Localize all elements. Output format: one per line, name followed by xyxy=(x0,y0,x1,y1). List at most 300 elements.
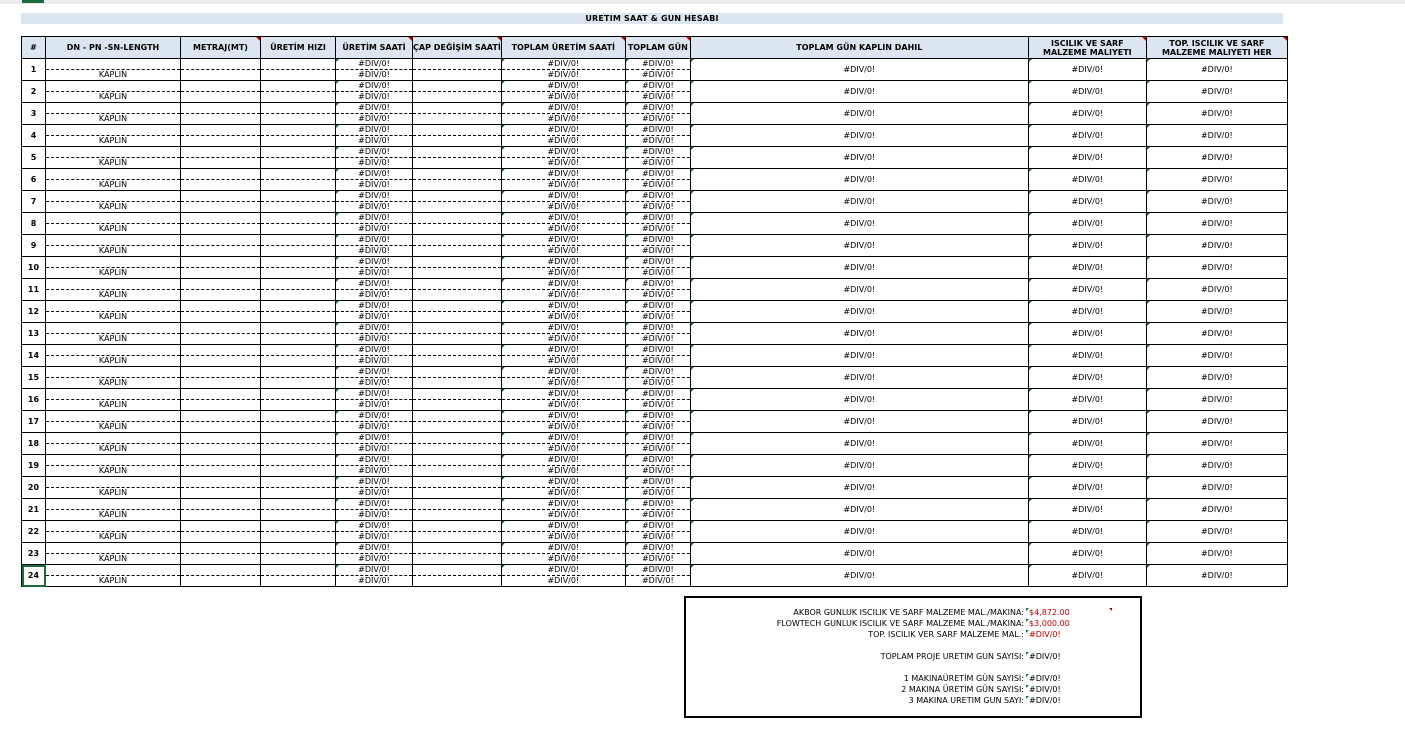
table-row xyxy=(22,543,1288,565)
cell-dn-pn-sn-length[interactable] xyxy=(46,213,181,235)
cell-cap-degisim-saati[interactable] xyxy=(413,191,502,213)
cell-toplam-gun-kaplin-dahil[interactable]: #DIV/0! xyxy=(690,367,1028,389)
cell-toplam-uretim-saati[interactable]: #DIV/0! #DIV/0! xyxy=(501,301,625,323)
cell-uretim-saati[interactable]: #DIV/0! #DIV/0! xyxy=(336,213,413,235)
cell-iscilik-maliyeti[interactable]: #DIV/0! xyxy=(1028,81,1146,103)
cell-top-iscilik-maliyeti[interactable]: #DIV/0! xyxy=(1146,367,1287,389)
cell-toplam-gun-kaplin-dahil[interactable]: #DIV/0! xyxy=(690,323,1028,345)
cell-toplam-uretim-saati[interactable]: #DIV/0! #DIV/0! xyxy=(501,103,625,125)
cell-uretim-saati[interactable]: #DIV/0! #DIV/0! xyxy=(336,521,413,543)
cell-iscilik-maliyeti[interactable]: #DIV/0! xyxy=(1028,521,1146,543)
table-row xyxy=(22,103,1288,125)
cell-toplam-gun-kaplin-dahil[interactable]: #DIV/0! xyxy=(690,521,1028,543)
cell-toplam-gun-kaplin-dahil[interactable]: #DIV/0! xyxy=(690,235,1028,257)
cell-cap-degisim-saati[interactable] xyxy=(413,433,502,455)
comment-indicator xyxy=(497,37,501,41)
cell-cap-degisim-saati[interactable] xyxy=(413,103,502,125)
cell-iscilik-maliyeti[interactable]: #DIV/0! xyxy=(1028,499,1146,521)
cell-toplam-gun[interactable]: #DIV/0! #DIV/0! xyxy=(625,455,690,477)
cell-toplam-uretim-saati[interactable]: #DIV/0! #DIV/0! xyxy=(501,411,625,433)
cell-dn-pn-sn-length[interactable] xyxy=(46,279,181,301)
cell-dn-pn-sn-length[interactable] xyxy=(46,411,181,433)
cell-toplam-gun[interactable]: #DIV/0! #DIV/0! xyxy=(625,411,690,433)
cell-dn-pn-sn-length[interactable] xyxy=(46,455,181,477)
cell-toplam-gun-kaplin-dahil[interactable]: #DIV/0! xyxy=(690,81,1028,103)
row-index[interactable]: 18 xyxy=(22,433,46,455)
cell-toplam-uretim-saati[interactable]: #DIV/0! #DIV/0! xyxy=(501,367,625,389)
cell-iscilik-maliyeti[interactable]: #DIV/0! xyxy=(1028,235,1146,257)
cell-dn-pn-sn-length[interactable] xyxy=(46,125,181,147)
cell-top-iscilik-maliyeti[interactable]: #DIV/0! xyxy=(1146,59,1287,81)
cell-toplam-uretim-saati[interactable]: #DIV/0! #DIV/0! xyxy=(501,279,625,301)
cell-toplam-uretim-saati[interactable]: #DIV/0! #DIV/0! xyxy=(501,147,625,169)
cell-toplam-gun[interactable]: #DIV/0! #DIV/0! xyxy=(625,191,690,213)
cell-dn-pn-sn-length[interactable] xyxy=(46,323,181,345)
cell-toplam-gun[interactable]: #DIV/0! #DIV/0! xyxy=(625,367,690,389)
cell-metraj[interactable] xyxy=(181,103,261,125)
row-index[interactable]: 5 xyxy=(22,147,46,169)
row-index[interactable]: 4 xyxy=(22,125,46,147)
cell-iscilik-maliyeti[interactable]: #DIV/0! xyxy=(1028,345,1146,367)
cell-toplam-gun[interactable]: #DIV/0! #DIV/0! xyxy=(625,59,690,81)
cell-top-iscilik-maliyeti[interactable]: #DIV/0! xyxy=(1146,543,1287,565)
cell-toplam-gun-kaplin-dahil[interactable]: #DIV/0! xyxy=(690,279,1028,301)
header-dn-pn-sn-length[interactable]: DN - PN -SN-LENGTH xyxy=(46,37,181,59)
cell-cap-degisim-saati[interactable] xyxy=(413,169,502,191)
cell-toplam-gun[interactable]: #DIV/0! #DIV/0! xyxy=(625,257,690,279)
cell-dn-pn-sn-length[interactable] xyxy=(46,543,181,565)
cell-toplam-gun[interactable]: #DIV/0! #DIV/0! xyxy=(625,279,690,301)
cell-top-iscilik-maliyeti[interactable]: #DIV/0! xyxy=(1146,345,1287,367)
cell-dn-pn-sn-length[interactable] xyxy=(46,477,181,499)
cell-metraj[interactable] xyxy=(181,125,261,147)
header-toplam-gun[interactable]: TOPLAM GÜN xyxy=(625,37,690,59)
row-index[interactable]: 19 xyxy=(22,455,46,477)
comment-indicator xyxy=(1283,37,1287,41)
summary-label: 1 MAKINAÜRETİM GÜN SAYISI: xyxy=(903,674,1024,683)
row-index[interactable]: 20 xyxy=(22,477,46,499)
cell-toplam-gun-kaplin-dahil[interactable]: #DIV/0! xyxy=(690,345,1028,367)
cell-metraj[interactable] xyxy=(181,279,261,301)
cell-toplam-uretim-saati[interactable]: #DIV/0! #DIV/0! xyxy=(501,257,625,279)
cell-iscilik-maliyeti[interactable]: #DIV/0! xyxy=(1028,191,1146,213)
cell-cap-degisim-saati[interactable] xyxy=(413,59,502,81)
cell-iscilik-maliyeti[interactable]: #DIV/0! xyxy=(1028,59,1146,81)
row-index[interactable]: 6 xyxy=(22,169,46,191)
cell-cap-degisim-saati[interactable] xyxy=(413,389,502,411)
header-metraj[interactable]: METRAJ(MT) xyxy=(181,37,261,59)
cell-dn-pn-sn-length[interactable] xyxy=(46,433,181,455)
cell-uretim-hizi[interactable] xyxy=(261,521,336,543)
cell-uretim-hizi[interactable] xyxy=(261,565,336,587)
cell-toplam-gun[interactable]: #DIV/0! #DIV/0! xyxy=(625,565,690,587)
cell-toplam-gun-kaplin-dahil[interactable]: #DIV/0! xyxy=(690,389,1028,411)
cell-toplam-uretim-saati[interactable]: #DIV/0! #DIV/0! xyxy=(501,499,625,521)
cell-cap-degisim-saati[interactable] xyxy=(413,235,502,257)
summary-value[interactable]: #DIV/0! xyxy=(1029,630,1061,639)
cell-metraj[interactable] xyxy=(181,301,261,323)
row-index[interactable]: 23 xyxy=(22,543,46,565)
cell-toplam-gun[interactable]: #DIV/0! #DIV/0! xyxy=(625,235,690,257)
cell-top-iscilik-maliyeti[interactable]: #DIV/0! xyxy=(1146,389,1287,411)
cell-dn-pn-sn-length[interactable] xyxy=(46,301,181,323)
header-uretim-hizi[interactable]: ÜRETİM HIZI xyxy=(261,37,336,59)
cell-cap-degisim-saati[interactable] xyxy=(413,521,502,543)
cell-toplam-uretim-saati[interactable]: #DIV/0! #DIV/0! xyxy=(501,125,625,147)
cell-toplam-gun[interactable]: #DIV/0! #DIV/0! xyxy=(625,433,690,455)
cell-top-iscilik-maliyeti[interactable]: #DIV/0! xyxy=(1146,279,1287,301)
cell-top-iscilik-maliyeti[interactable]: #DIV/0! xyxy=(1146,191,1287,213)
cell-toplam-gun-kaplin-dahil[interactable]: #DIV/0! xyxy=(690,147,1028,169)
cell-iscilik-maliyeti[interactable]: #DIV/0! xyxy=(1028,323,1146,345)
cell-iscilik-maliyeti[interactable]: #DIV/0! xyxy=(1028,411,1146,433)
kaplin-label: KAPLIN xyxy=(98,202,128,211)
cell-dn-pn-sn-length[interactable] xyxy=(46,169,181,191)
cell-top-iscilik-maliyeti[interactable]: #DIV/0! xyxy=(1146,301,1287,323)
cell-uretim-hizi[interactable] xyxy=(261,433,336,455)
cell-metraj[interactable] xyxy=(181,521,261,543)
cell-top-iscilik-maliyeti[interactable]: #DIV/0! xyxy=(1146,477,1287,499)
cell-cap-degisim-saati[interactable] xyxy=(413,323,502,345)
cell-iscilik-maliyeti[interactable]: #DIV/0! xyxy=(1028,169,1146,191)
cell-toplam-gun[interactable]: #DIV/0! #DIV/0! xyxy=(625,213,690,235)
cell-toplam-gun-kaplin-dahil[interactable]: #DIV/0! xyxy=(690,103,1028,125)
cell-dn-pn-sn-length[interactable] xyxy=(46,521,181,543)
cell-dn-pn-sn-length[interactable] xyxy=(46,257,181,279)
row-index[interactable]: 13 xyxy=(22,323,46,345)
cell-toplam-gun-kaplin-dahil[interactable]: #DIV/0! xyxy=(690,301,1028,323)
cell-top-iscilik-maliyeti[interactable]: #DIV/0! xyxy=(1146,499,1287,521)
cell-cap-degisim-saati[interactable] xyxy=(413,543,502,565)
summary-value[interactable]: #DIV/0! xyxy=(1029,696,1061,705)
row-index[interactable]: 24 xyxy=(22,565,46,587)
row-index[interactable]: 15 xyxy=(22,367,46,389)
summary-label: TOP. ISCILIK VER SARF MALZEME MAL.: xyxy=(868,630,1024,639)
cell-metraj[interactable] xyxy=(181,499,261,521)
cell-dn-pn-sn-length[interactable] xyxy=(46,191,181,213)
cell-toplam-gun-kaplin-dahil[interactable]: #DIV/0! xyxy=(690,477,1028,499)
header-uretim-saati[interactable]: ÜRETİM SAATİ xyxy=(336,37,413,59)
summary-value[interactable]: $3,000.00 xyxy=(1029,619,1070,628)
cell-iscilik-maliyeti[interactable]: #DIV/0! xyxy=(1028,213,1146,235)
cell-toplam-uretim-saati[interactable]: #DIV/0! #DIV/0! xyxy=(501,235,625,257)
cell-uretim-hizi[interactable] xyxy=(261,455,336,477)
summary-label: AKBOR GUNLUK ISCILIK VE SARF MALZEME MAL./MAKINA: xyxy=(793,608,1024,617)
cell-uretim-hizi[interactable] xyxy=(261,125,336,147)
cell-iscilik-maliyeti[interactable]: #DIV/0! xyxy=(1028,367,1146,389)
cell-dn-pn-sn-length[interactable] xyxy=(46,389,181,411)
table-row xyxy=(22,301,1288,323)
cell-uretim-saati[interactable]: #DIV/0! #DIV/0! xyxy=(336,59,413,81)
cell-metraj[interactable] xyxy=(181,257,261,279)
row-index[interactable]: 9 xyxy=(22,235,46,257)
table-row xyxy=(22,389,1288,411)
cell-uretim-saati[interactable]: #DIV/0! #DIV/0! xyxy=(336,301,413,323)
row-index[interactable]: 1 xyxy=(22,59,46,81)
cell-cap-degisim-saati[interactable] xyxy=(413,499,502,521)
kaplin-label: KAPLIN xyxy=(98,422,128,431)
cell-uretim-hizi[interactable] xyxy=(261,477,336,499)
cell-iscilik-maliyeti[interactable]: #DIV/0! xyxy=(1028,103,1146,125)
header-toplam-gun-kaplin-dahil[interactable]: TOPLAM GÜN KAPLIN DAHIL xyxy=(690,37,1028,59)
cell-toplam-gun[interactable]: #DIV/0! #DIV/0! xyxy=(625,169,690,191)
cell-toplam-gun[interactable]: #DIV/0! #DIV/0! xyxy=(625,323,690,345)
cell-cap-degisim-saati[interactable] xyxy=(413,455,502,477)
cell-cap-degisim-saati[interactable] xyxy=(413,147,502,169)
row-index[interactable]: 8 xyxy=(22,213,46,235)
table-header-row xyxy=(22,37,1288,59)
cell-toplam-gun-kaplin-dahil[interactable]: #DIV/0! xyxy=(690,191,1028,213)
cell-top-iscilik-maliyeti[interactable]: #DIV/0! xyxy=(1146,213,1287,235)
cell-toplam-uretim-saati[interactable]: #DIV/0! #DIV/0! xyxy=(501,81,625,103)
cell-uretim-hizi[interactable] xyxy=(261,191,336,213)
cell-top-iscilik-maliyeti[interactable]: #DIV/0! xyxy=(1146,433,1287,455)
cell-iscilik-maliyeti[interactable]: #DIV/0! xyxy=(1028,389,1146,411)
cell-dn-pn-sn-length[interactable] xyxy=(46,499,181,521)
cell-uretim-hizi[interactable] xyxy=(261,499,336,521)
cell-toplam-gun[interactable]: #DIV/0! #DIV/0! xyxy=(625,477,690,499)
cell-cap-degisim-saati[interactable] xyxy=(413,411,502,433)
row-index[interactable]: 12 xyxy=(22,301,46,323)
cell-top-iscilik-maliyeti[interactable]: #DIV/0! xyxy=(1146,257,1287,279)
cell-uretim-hizi[interactable] xyxy=(261,543,336,565)
cell-metraj[interactable] xyxy=(181,367,261,389)
kaplin-label: KAPLIN xyxy=(98,532,128,541)
cell-cap-degisim-saati[interactable] xyxy=(413,81,502,103)
header-iscilik-maliyeti[interactable]: ISCILIK VE SARF MALZEME MALIYETI xyxy=(1028,37,1146,59)
row-index[interactable]: 10 xyxy=(22,257,46,279)
cell-metraj[interactable] xyxy=(181,543,261,565)
cell-metraj[interactable] xyxy=(181,433,261,455)
cell-cap-degisim-saati[interactable] xyxy=(413,279,502,301)
cell-cap-degisim-saati[interactable] xyxy=(413,367,502,389)
cell-uretim-saati[interactable]: #DIV/0! #DIV/0! xyxy=(336,235,413,257)
row-index[interactable]: 16 xyxy=(22,389,46,411)
cell-uretim-hizi[interactable] xyxy=(261,367,336,389)
cell-dn-pn-sn-length[interactable] xyxy=(46,59,181,81)
cell-toplam-uretim-saati[interactable]: #DIV/0! #DIV/0! xyxy=(501,565,625,587)
row-index[interactable]: 11 xyxy=(22,279,46,301)
cell-toplam-gun[interactable]: #DIV/0! #DIV/0! xyxy=(625,389,690,411)
cell-uretim-hizi[interactable] xyxy=(261,323,336,345)
cell-toplam-gun-kaplin-dahil[interactable]: #DIV/0! xyxy=(690,59,1028,81)
cell-toplam-uretim-saati[interactable]: #DIV/0! #DIV/0! xyxy=(501,213,625,235)
cell-cap-degisim-saati[interactable] xyxy=(413,257,502,279)
cell-toplam-gun-kaplin-dahil[interactable]: #DIV/0! xyxy=(690,169,1028,191)
cell-uretim-saati[interactable]: #DIV/0! #DIV/0! xyxy=(336,367,413,389)
cell-iscilik-maliyeti[interactable]: #DIV/0! xyxy=(1028,543,1146,565)
cell-uretim-saati[interactable]: #DIV/0! #DIV/0! xyxy=(336,257,413,279)
cell-top-iscilik-maliyeti[interactable]: #DIV/0! xyxy=(1146,103,1287,125)
cell-uretim-hizi[interactable] xyxy=(261,81,336,103)
cell-cap-degisim-saati[interactable] xyxy=(413,477,502,499)
cell-toplam-uretim-saati[interactable]: #DIV/0! #DIV/0! xyxy=(501,389,625,411)
cell-top-iscilik-maliyeti[interactable]: #DIV/0! xyxy=(1146,521,1287,543)
cell-toplam-gun[interactable]: #DIV/0! #DIV/0! xyxy=(625,103,690,125)
cell-metraj[interactable] xyxy=(181,411,261,433)
row-index[interactable]: 2 xyxy=(22,81,46,103)
cell-toplam-uretim-saati[interactable]: #DIV/0! #DIV/0! xyxy=(501,191,625,213)
cell-iscilik-maliyeti[interactable]: #DIV/0! xyxy=(1028,279,1146,301)
cell-metraj[interactable] xyxy=(181,81,261,103)
cell-metraj[interactable] xyxy=(181,345,261,367)
cell-dn-pn-sn-length[interactable] xyxy=(46,147,181,169)
cell-iscilik-maliyeti[interactable]: #DIV/0! xyxy=(1028,477,1146,499)
cell-top-iscilik-maliyeti[interactable]: #DIV/0! xyxy=(1146,455,1287,477)
cell-top-iscilik-maliyeti[interactable]: #DIV/0! xyxy=(1146,235,1287,257)
cell-toplam-uretim-saati[interactable]: #DIV/0! #DIV/0! xyxy=(501,543,625,565)
cell-toplam-gun[interactable]: #DIV/0! #DIV/0! xyxy=(625,345,690,367)
cell-toplam-gun-kaplin-dahil[interactable]: #DIV/0! xyxy=(690,499,1028,521)
cell-metraj[interactable] xyxy=(181,59,261,81)
cell-top-iscilik-maliyeti[interactable]: #DIV/0! xyxy=(1146,125,1287,147)
header-cap-degisim-saati[interactable]: ÇAP DEĞİŞİM SAATİ xyxy=(413,37,502,59)
cell-dn-pn-sn-length[interactable] xyxy=(46,367,181,389)
cell-uretim-hizi[interactable] xyxy=(261,235,336,257)
cell-uretim-saati[interactable]: #DIV/0! #DIV/0! xyxy=(336,147,413,169)
cell-metraj[interactable] xyxy=(181,191,261,213)
cell-uretim-hizi[interactable] xyxy=(261,59,336,81)
row-index[interactable]: 7 xyxy=(22,191,46,213)
cell-toplam-gun[interactable]: #DIV/0! #DIV/0! xyxy=(625,147,690,169)
cell-toplam-uretim-saati[interactable]: #DIV/0! #DIV/0! xyxy=(501,521,625,543)
cell-dn-pn-sn-length[interactable] xyxy=(46,103,181,125)
table-row xyxy=(22,213,1288,235)
cell-metraj[interactable] xyxy=(181,455,261,477)
summary-value[interactable]: #DIV/0! xyxy=(1029,674,1061,683)
cell-dn-pn-sn-length[interactable] xyxy=(46,345,181,367)
cell-toplam-gun[interactable]: #DIV/0! #DIV/0! xyxy=(625,543,690,565)
cell-uretim-saati[interactable]: #DIV/0! #DIV/0! xyxy=(336,125,413,147)
cell-metraj[interactable] xyxy=(181,323,261,345)
cell-toplam-gun-kaplin-dahil[interactable]: #DIV/0! xyxy=(690,257,1028,279)
cell-toplam-gun[interactable]: #DIV/0! #DIV/0! xyxy=(625,125,690,147)
cell-toplam-gun-kaplin-dahil[interactable]: #DIV/0! xyxy=(690,433,1028,455)
cell-toplam-uretim-saati[interactable]: #DIV/0! #DIV/0! xyxy=(501,169,625,191)
cell-iscilik-maliyeti[interactable]: #DIV/0! xyxy=(1028,125,1146,147)
row-index[interactable]: 21 xyxy=(22,499,46,521)
row-index[interactable]: 22 xyxy=(22,521,46,543)
cell-uretim-saati[interactable]: #DIV/0! #DIV/0! xyxy=(336,345,413,367)
cell-top-iscilik-maliyeti[interactable]: #DIV/0! xyxy=(1146,565,1287,587)
cell-uretim-saati[interactable]: #DIV/0! #DIV/0! xyxy=(336,411,413,433)
summary-label: TOPLAM PROJE URETIM GUN SAYISI: xyxy=(880,652,1024,661)
row-index[interactable]: 14 xyxy=(22,345,46,367)
cell-iscilik-maliyeti[interactable]: #DIV/0! xyxy=(1028,433,1146,455)
cell-uretim-hizi[interactable] xyxy=(261,147,336,169)
cell-uretim-saati[interactable]: #DIV/0! #DIV/0! xyxy=(336,103,413,125)
cell-dn-pn-sn-length[interactable] xyxy=(46,235,181,257)
cell-top-iscilik-maliyeti[interactable]: #DIV/0! xyxy=(1146,81,1287,103)
cell-iscilik-maliyeti[interactable]: #DIV/0! xyxy=(1028,301,1146,323)
cell-uretim-hizi[interactable] xyxy=(261,279,336,301)
cell-toplam-gun[interactable]: #DIV/0! #DIV/0! xyxy=(625,301,690,323)
header-index[interactable]: # xyxy=(22,37,46,59)
cell-cap-degisim-saati[interactable] xyxy=(413,345,502,367)
header-top-iscilik-maliyeti[interactable]: TOP. ISCILIK VE SARF MALZEME MALIYETI HER xyxy=(1146,37,1287,59)
cell-uretim-hizi[interactable] xyxy=(261,389,336,411)
cell-uretim-hizi[interactable] xyxy=(261,169,336,191)
cell-top-iscilik-maliyeti[interactable]: #DIV/0! xyxy=(1146,323,1287,345)
cell-top-iscilik-maliyeti[interactable]: #DIV/0! xyxy=(1146,147,1287,169)
cell-uretim-saati[interactable]: #DIV/0! #DIV/0! xyxy=(336,279,413,301)
cell-toplam-uretim-saati[interactable]: #DIV/0! #DIV/0! xyxy=(501,455,625,477)
cell-toplam-gun[interactable]: #DIV/0! #DIV/0! xyxy=(625,81,690,103)
cell-iscilik-maliyeti[interactable]: #DIV/0! xyxy=(1028,565,1146,587)
summary-value[interactable]: #DIV/0! xyxy=(1029,685,1061,694)
cell-uretim-saati[interactable]: #DIV/0! #DIV/0! xyxy=(336,191,413,213)
cell-cap-degisim-saati[interactable] xyxy=(413,565,502,587)
row-index[interactable]: 17 xyxy=(22,411,46,433)
cell-toplam-gun-kaplin-dahil[interactable]: #DIV/0! xyxy=(690,125,1028,147)
cell-uretim-saati[interactable]: #DIV/0! #DIV/0! xyxy=(336,499,413,521)
summary-value[interactable]: $4,872.00 xyxy=(1029,608,1070,617)
kaplin-label: KAPLIN xyxy=(98,224,128,233)
cell-toplam-uretim-saati[interactable]: #DIV/0! #DIV/0! xyxy=(501,323,625,345)
cell-uretim-hizi[interactable] xyxy=(261,411,336,433)
cell-uretim-hizi[interactable] xyxy=(261,257,336,279)
cell-metraj[interactable] xyxy=(181,235,261,257)
cell-metraj[interactable] xyxy=(181,169,261,191)
cell-iscilik-maliyeti[interactable]: #DIV/0! xyxy=(1028,147,1146,169)
table-row xyxy=(22,257,1288,279)
cell-iscilik-maliyeti[interactable]: #DIV/0! xyxy=(1028,455,1146,477)
cell-uretim-hizi[interactable] xyxy=(261,213,336,235)
cell-toplam-gun-kaplin-dahil[interactable]: #DIV/0! xyxy=(690,213,1028,235)
header-toplam-uretim-saati[interactable]: TOPLAM ÜRETİM SAATİ xyxy=(501,37,625,59)
cell-toplam-uretim-saati[interactable]: #DIV/0! #DIV/0! xyxy=(501,345,625,367)
cell-top-iscilik-maliyeti[interactable]: #DIV/0! xyxy=(1146,169,1287,191)
cell-toplam-gun[interactable]: #DIV/0! #DIV/0! xyxy=(625,521,690,543)
cell-top-iscilik-maliyeti[interactable]: #DIV/0! xyxy=(1146,411,1287,433)
cell-uretim-saati[interactable]: #DIV/0! #DIV/0! xyxy=(336,169,413,191)
row-index[interactable]: 3 xyxy=(22,103,46,125)
cell-cap-degisim-saati[interactable] xyxy=(413,213,502,235)
cell-toplam-gun-kaplin-dahil[interactable]: #DIV/0! xyxy=(690,411,1028,433)
cell-toplam-uretim-saati[interactable]: #DIV/0! #DIV/0! xyxy=(501,59,625,81)
cell-uretim-saati[interactable]: #DIV/0! #DIV/0! xyxy=(336,323,413,345)
cell-metraj[interactable] xyxy=(181,213,261,235)
cell-uretim-saati[interactable]: #DIV/0! #DIV/0! xyxy=(336,433,413,455)
cell-uretim-saati[interactable]: #DIV/0! #DIV/0! xyxy=(336,389,413,411)
cell-uretim-saati[interactable]: #DIV/0! #DIV/0! xyxy=(336,565,413,587)
production-table xyxy=(21,36,1288,587)
cell-uretim-saati[interactable]: #DIV/0! #DIV/0! xyxy=(336,81,413,103)
cell-dn-pn-sn-length[interactable] xyxy=(46,81,181,103)
cell-uretim-saati[interactable]: #DIV/0! #DIV/0! xyxy=(336,455,413,477)
cell-uretim-hizi[interactable] xyxy=(261,345,336,367)
cell-toplam-gun-kaplin-dahil[interactable]: #DIV/0! xyxy=(690,455,1028,477)
cell-metraj[interactable] xyxy=(181,565,261,587)
cell-toplam-gun-kaplin-dahil[interactable]: #DIV/0! xyxy=(690,565,1028,587)
cell-cap-degisim-saati[interactable] xyxy=(413,301,502,323)
cell-toplam-uretim-saati[interactable]: #DIV/0! #DIV/0! xyxy=(501,433,625,455)
cell-toplam-uretim-saati[interactable]: #DIV/0! #DIV/0! xyxy=(501,477,625,499)
summary-value[interactable]: #DIV/0! xyxy=(1029,652,1061,661)
cell-toplam-gun-kaplin-dahil[interactable]: #DIV/0! xyxy=(690,543,1028,565)
cell-dn-pn-sn-length[interactable] xyxy=(46,565,181,587)
cell-uretim-hizi[interactable] xyxy=(261,103,336,125)
cell-metraj[interactable] xyxy=(181,389,261,411)
cell-uretim-saati[interactable]: #DIV/0! #DIV/0! xyxy=(336,477,413,499)
cell-uretim-saati[interactable]: #DIV/0! #DIV/0! xyxy=(336,543,413,565)
cell-toplam-gun[interactable]: #DIV/0! #DIV/0! xyxy=(625,499,690,521)
cell-iscilik-maliyeti[interactable]: #DIV/0! xyxy=(1028,257,1146,279)
cell-metraj[interactable] xyxy=(181,147,261,169)
cell-metraj[interactable] xyxy=(181,477,261,499)
cell-uretim-hizi[interactable] xyxy=(261,301,336,323)
cell-cap-degisim-saati[interactable] xyxy=(413,125,502,147)
